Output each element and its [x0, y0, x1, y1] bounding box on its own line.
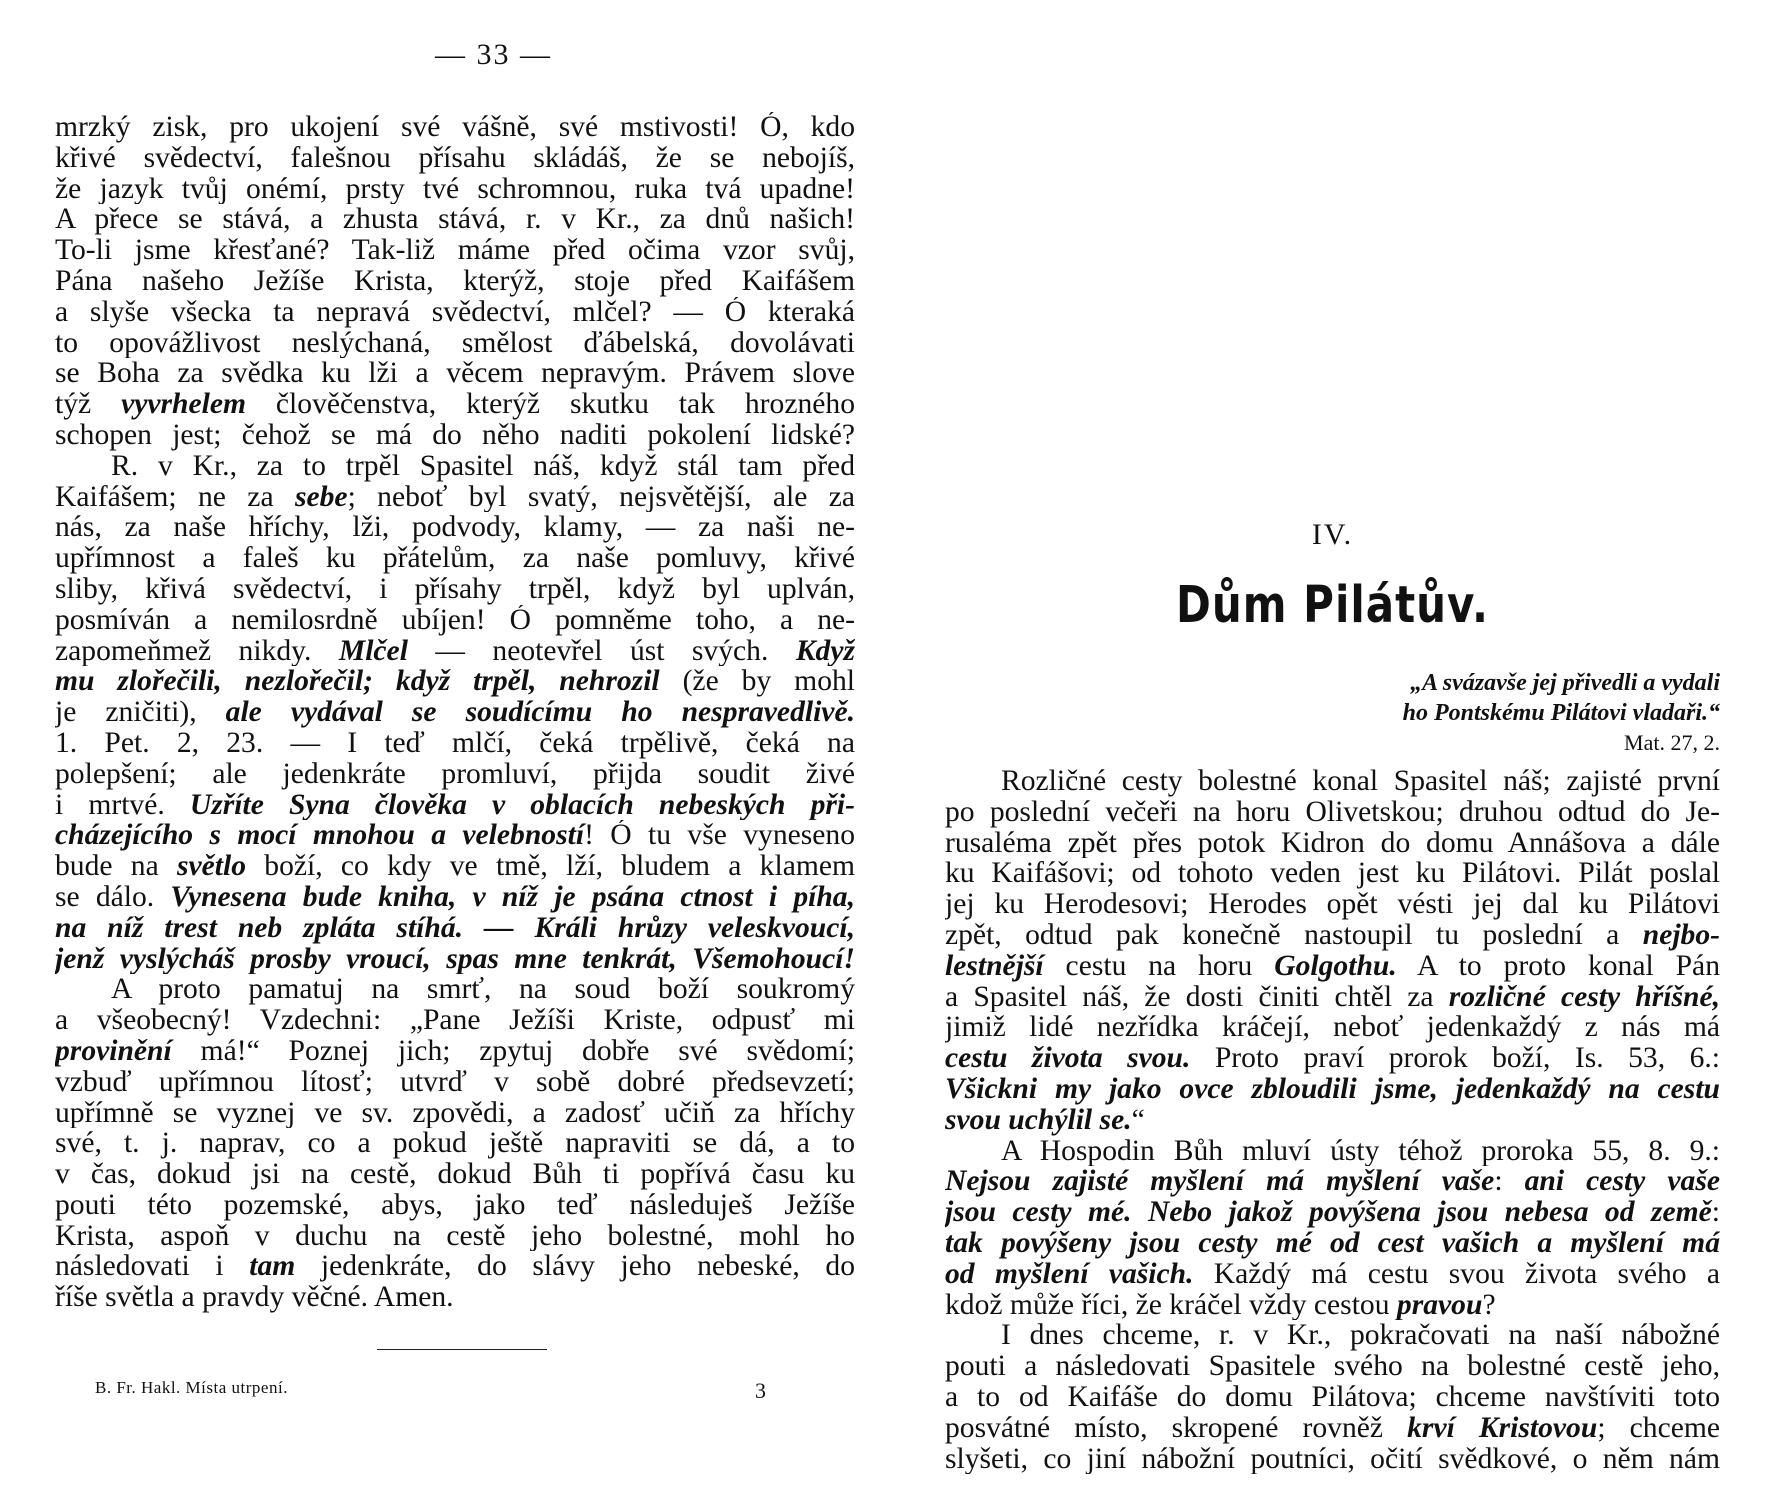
- text-line: rusaléma zpět přes potok Kidron do domu Annášova a dále: [945, 827, 1720, 859]
- text-line: lestnější cestu na horu Golgothu. A to proto konal Pán: [945, 950, 1720, 982]
- text-line: jenž vyslýcháš prosby vroucí, spas mne tenkrát, Všemohoucí!: [55, 943, 855, 975]
- text-line: ku Kaifášovi; od tohoto veden jest ku Pilátovi. Pilát poslal: [945, 858, 1720, 890]
- text-line: že jazyk tvůj onémí, prsty tvé schromnou, ruka tvá upadne!: [55, 173, 855, 205]
- text-line: zpět, odtud pak konečně nastoupil tu poslední a nejbo-: [945, 919, 1720, 951]
- text-line: a Spasitel náš, že dosti činiti chtěl za rozličné cesty hříšné,: [945, 981, 1720, 1013]
- text-line: na níž trest neb zpláta stíhá. — Králi hrůzy veleskvoucí,: [55, 912, 855, 944]
- motto-line: „A svázavše jej přivedli a vydali: [1410, 670, 1720, 696]
- text-line: jej ku Herodesovi; Herodes opět vésti jej dal ku Pilátovi: [945, 889, 1720, 920]
- text-line: pouti a následovati Spasitele svého na bolestné cestě jeho,: [945, 1351, 1720, 1382]
- text-line: i mrtvé. Uzříte Syna člověka v oblacích nebeských při-: [55, 789, 855, 821]
- footnote-rule: [377, 1349, 547, 1350]
- chapter-number: IV.: [1311, 518, 1354, 551]
- chapter-motto: [1160, 668, 1720, 758]
- text-line: A Hospodin Bůh mluví ústy téhož proroka 55, 8. 9.:: [1001, 1135, 1720, 1167]
- text-line: mu zlořečili, nezlořečil; když trpěl, nehrozil (že by mohl: [55, 666, 855, 698]
- text-line: posmíván a nemilosrdně ubíjen! Ó pomněme toho, a ne-: [55, 604, 855, 636]
- text-line: tak povýšeny jsou cesty mé od cest vašich a myšlení má: [945, 1227, 1720, 1259]
- text-line: po poslední večeři na horu Olivetskou; druhou odtud do Je-: [945, 796, 1720, 828]
- text-line: Pána našeho Ježíše Krista, kterýž, stoje před Kaifášem: [55, 265, 855, 297]
- motto-reference: Mat. 27, 2.: [1624, 730, 1720, 755]
- text-line: sliby, křivá svědectví, i přísahy trpěl, když byl uplván,: [55, 573, 855, 605]
- right-body-text: [945, 766, 1720, 1474]
- text-line: týž vyvrhelem člověčenstva, kterýž skutku tak hrozného: [55, 389, 855, 420]
- text-line: jimiž lidé nezřídka kráčejí, neboť jedenkaždý z nás má: [945, 1012, 1720, 1044]
- footer-signature: B. Fr. Hakl. Místa utrpení.: [95, 1378, 288, 1397]
- text-line: Kaifášem; ne za sebe; neboť byl svatý, nejsvětější, ale za: [55, 481, 855, 513]
- text-line: jsou cesty mé. Nebo jakož povýšena jsou nebesa od země:: [945, 1197, 1720, 1228]
- text-line: svou uchýlil se.“: [945, 1104, 1145, 1136]
- text-line: R. v Kr., za to trpěl Spasitel náš, když stál tam před: [111, 450, 855, 482]
- text-line: Všickni my jako ovce zbloudili jsme, jedenkaždý na cestu: [945, 1073, 1720, 1105]
- text-line: a všeobecný! Vzdechni: „Pane Ježíši Kriste, odpusť mi: [55, 1005, 855, 1036]
- text-line: posvátné místo, skropené rovněž krví Kristovou; chceme: [945, 1412, 1720, 1444]
- text-line: upřímně se vyznej ve sv. zpovědi, a zadosť učiň za hříchy: [55, 1097, 855, 1129]
- text-line: A proto pamatuj na smrť, na soud boží soukromý: [111, 974, 855, 1006]
- text-line: kdož může říci, že kráčel vždy cestou pravou?: [945, 1289, 1496, 1321]
- page-number: — 33 —: [435, 38, 552, 71]
- text-line: následovati i tam jedenkráte, do slávy jeho nebeské, do: [55, 1251, 855, 1283]
- text-line: bude na světlo boží, co kdy ve tmě, lží, bludem a klamem: [55, 851, 855, 882]
- text-line: své, t. j. naprav, co a pokud ještě napraviti se dá, a to: [55, 1128, 855, 1160]
- text-line: cházejícího s mocí mnohou a velebností! Ó tu vše vyneseno: [55, 820, 855, 852]
- text-line: cestu života svou. Proto praví prorok boží, Is. 53, 6.:: [945, 1043, 1720, 1074]
- text-line: křivé svědectví, falešnou přísahu skládáš, že se nebojíš,: [55, 142, 855, 174]
- left-body-text: [55, 112, 855, 1313]
- motto-line: ho Pontskému Pilátovi vladaři.“: [1402, 700, 1720, 726]
- text-line: I dnes chceme, r. v Kr., pokračovati na naší nábožné: [1001, 1320, 1720, 1352]
- text-line: polepšení; ale jedenkráte promluví, přijda soudit živé: [55, 758, 855, 790]
- text-line: pouti této pozemské, abys, jako teď následuješ Ježíše: [55, 1189, 855, 1221]
- text-line: To-li jsme křesťané? Tak-liž máme před očima vzor svůj,: [55, 235, 855, 266]
- text-line: A přece se stává, a zhusta stává, r. v Kr., za dnů našich!: [55, 204, 855, 236]
- text-line: v čas, dokud jsi na cestě, dokud Bůh ti popřívá času ku: [55, 1159, 855, 1190]
- footer-sheet-number: 3: [755, 1378, 766, 1403]
- text-line: 1. Pet. 2, 23. — I teď mlčí, čeká trpělivě, čeká na: [55, 727, 855, 759]
- text-line: se Boha za svědka ku lži a věcem nepravým. Právem slove: [55, 358, 855, 390]
- text-line: slyšeti, co jiní nábožní poutníci, očití svědkové, o něm nám: [945, 1443, 1720, 1475]
- text-line: mrzký zisk, pro ukojení své vášně, své mstivosti! Ó, kdo: [55, 112, 855, 143]
- text-line: nás, za naše hříchy, lži, podvody, klamy, — za naši ne-: [55, 512, 855, 544]
- text-line: upřímnost a faleš ku přátelům, za naše pomluvy, křivé: [55, 543, 855, 574]
- text-line: je zničiti), ale vydával se soudícímu ho nespravedlivě.: [55, 697, 855, 728]
- text-line: to opovážlivost neslýchaná, smělost ďábelská, dovolávati: [55, 327, 855, 359]
- text-line: a to od Kaifáše do domu Pilátova; chceme navštíviti toto: [945, 1381, 1720, 1413]
- text-line: říše světla a pravdy věčné. Amen.: [55, 1282, 454, 1314]
- text-line: se dálo. Vynesena bude kniha, v níž je psána ctnost i píha,: [55, 881, 855, 913]
- text-line: Nejsou zajisté myšlení má myšlení vaše: ani cesty vaše: [945, 1166, 1720, 1198]
- chapter-title: Dům Pilátův.: [1176, 575, 1489, 634]
- text-line: Rozličné cesty bolestné konal Spasitel náš; zajisté první: [1001, 766, 1720, 797]
- text-line: a slyše všecka ta nepravá svědectví, mlčel? — Ó kteraká: [55, 296, 855, 328]
- text-line: zapomeňmež nikdy. Mlčel — neotevřel úst svých. Když: [55, 635, 855, 667]
- text-line: Krista, aspoň v duchu na cestě jeho bolestné, mohl ho: [55, 1220, 855, 1252]
- text-line: schopen jest; čehož se má do něho naditi pokolení lidské?: [55, 419, 855, 451]
- text-line: od myšlení vašich. Každý má cestu svou života svého a: [945, 1258, 1720, 1290]
- text-line: provinění má!“ Poznej jich; zpytuj dobře své svědomí;: [55, 1035, 855, 1067]
- text-line: vzbuď upřímnou lítosť; utvrď v sobě dobré předsevzetí;: [55, 1066, 855, 1098]
